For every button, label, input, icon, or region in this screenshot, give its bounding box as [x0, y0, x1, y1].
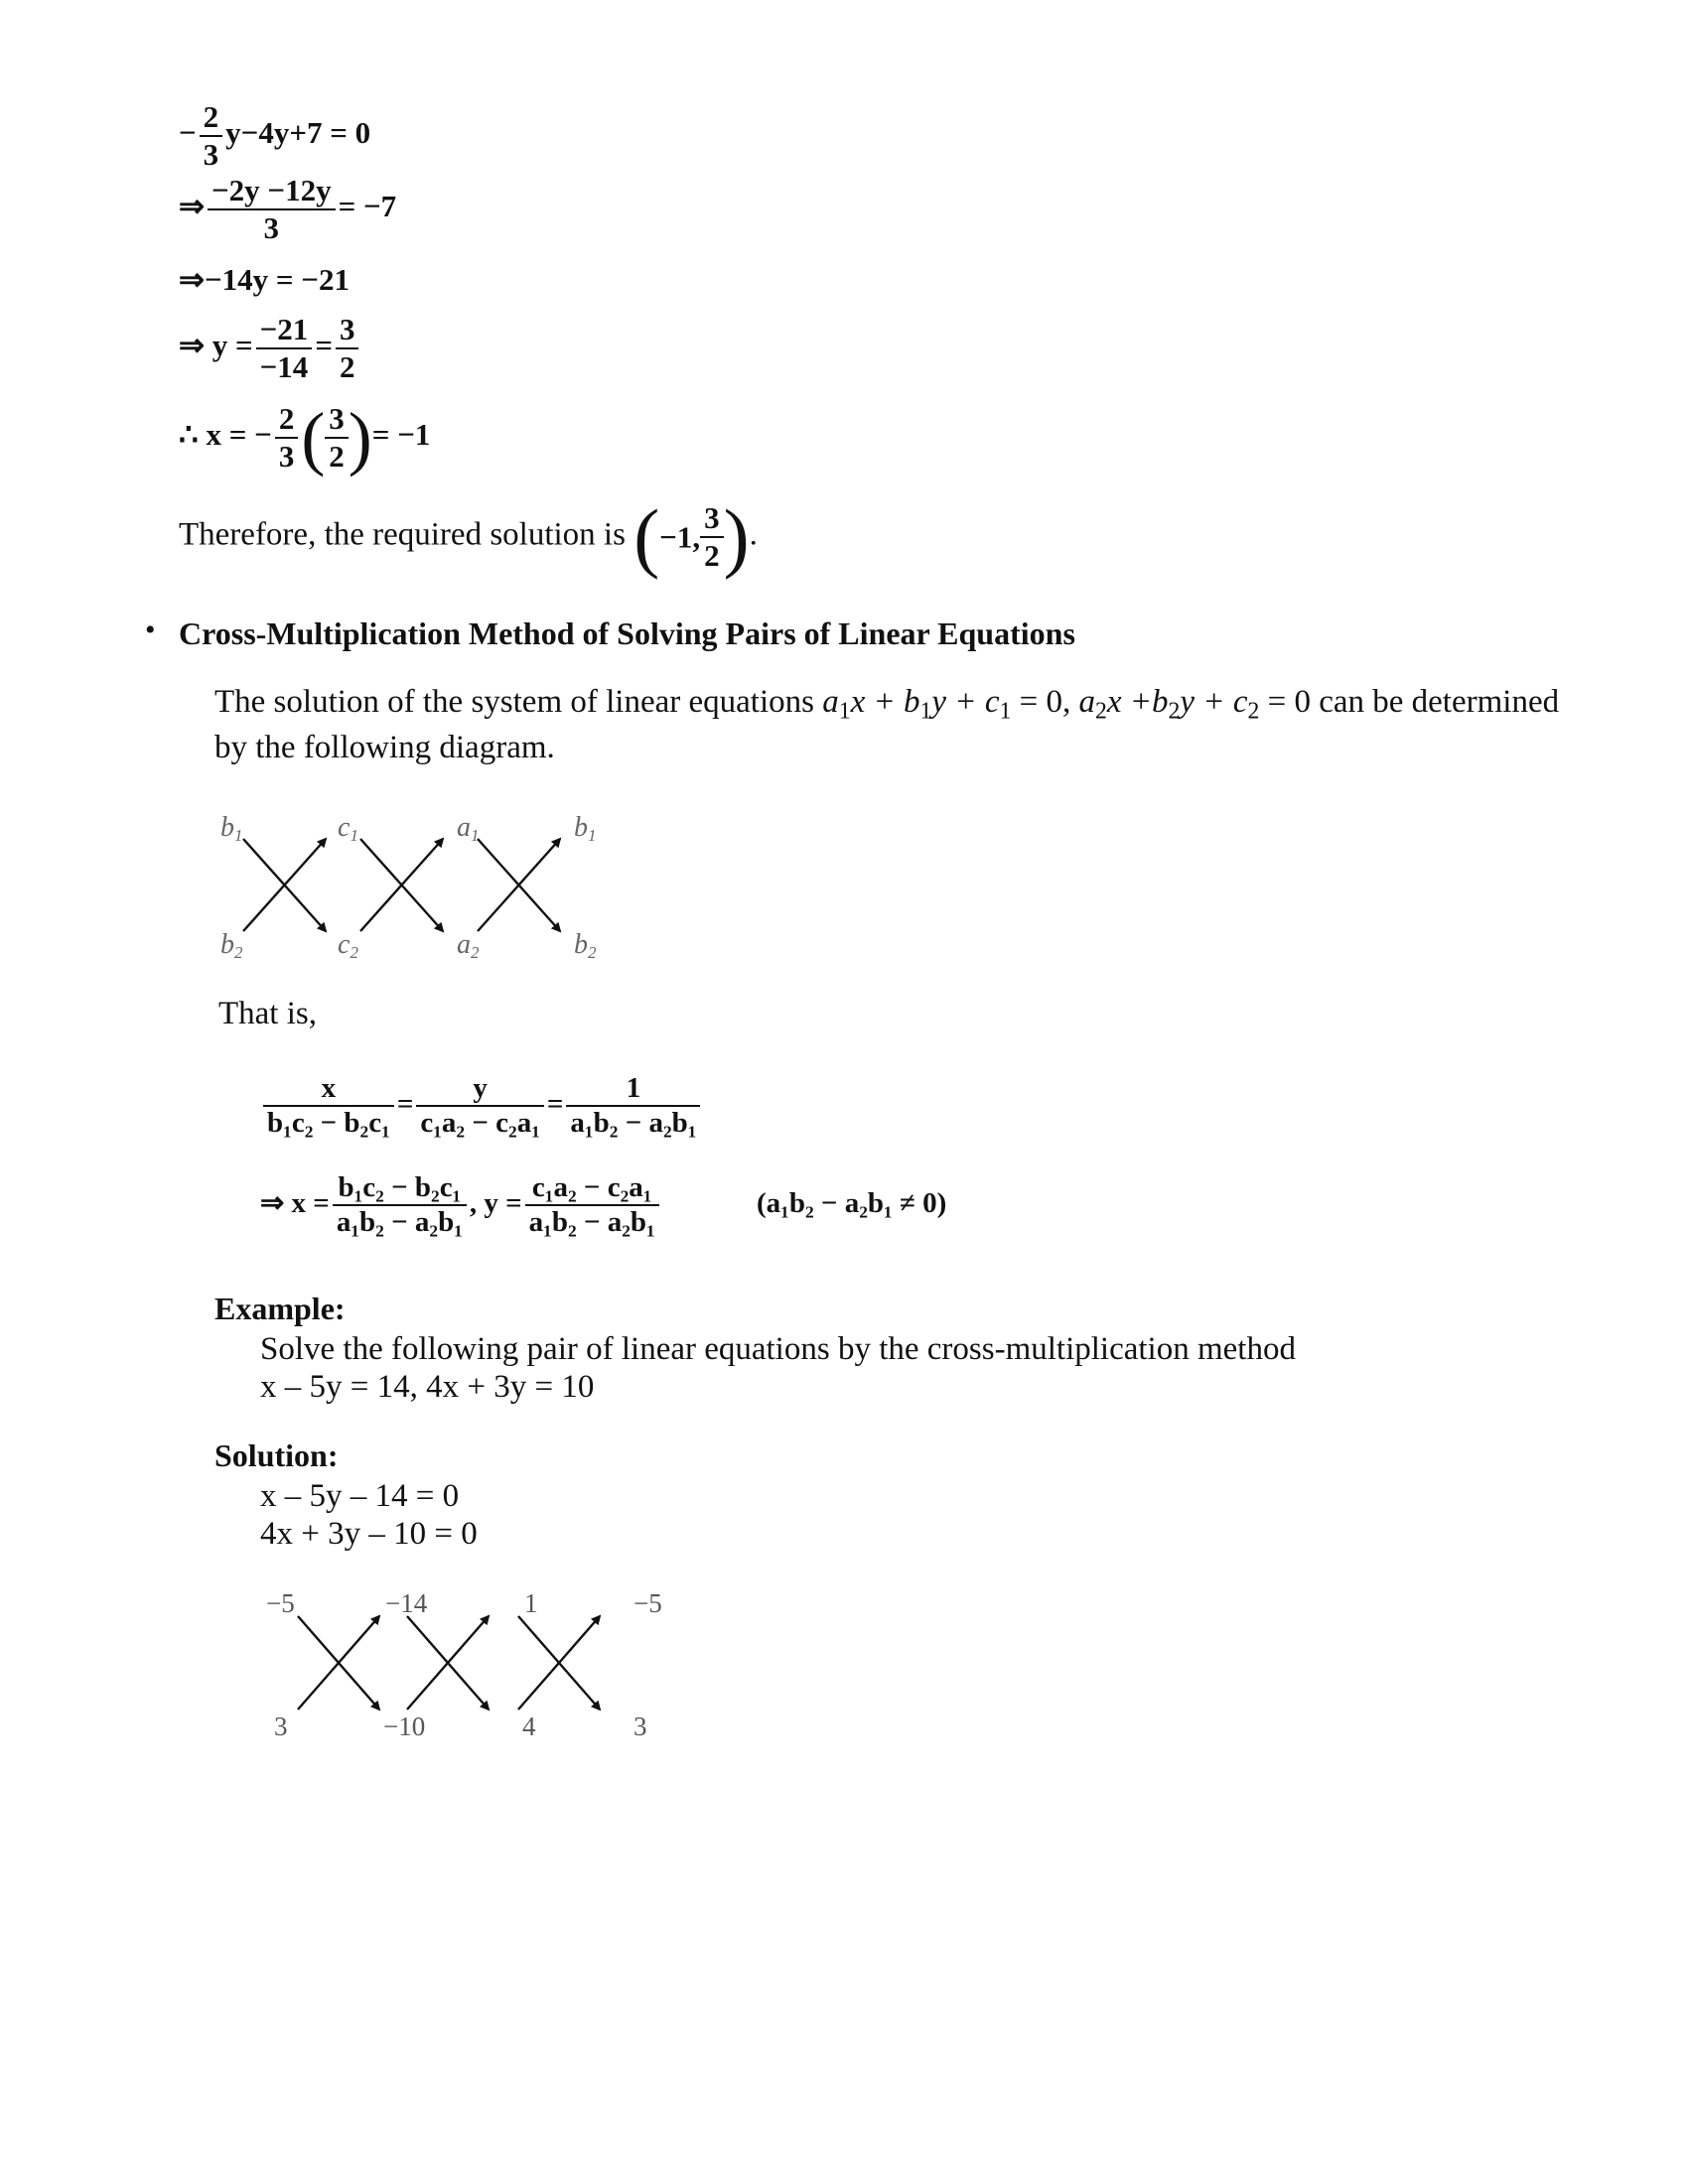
bullet: • — [145, 614, 156, 646]
cross-multiplication-diagram — [199, 804, 635, 973]
equation-line-2: ⇒ $\frac{-2y -12y}{3}$ = −7 — [179, 173, 397, 245]
label-top-1: b1 — [220, 812, 243, 845]
therefore-line: Therefore, the required solution is (−1, $\frac{3}{2}$ ). — [179, 493, 758, 580]
numeric-cross-diagram — [258, 1588, 695, 1747]
label-bottom-4: b2 — [574, 929, 597, 962]
num-top-2: −14 — [385, 1588, 428, 1618]
num-bottom-4: 3 — [633, 1711, 647, 1741]
label-top-4: b1 — [574, 812, 597, 845]
example-line-1: Solve the following pair of linear equations by the cross-multiplication method — [260, 1331, 1296, 1367]
equation-line-1: − $\frac{2}{3}$ y−4y+7 = 0 — [179, 99, 371, 172]
section-heading: Cross-Multiplication Method of Solving Pairs of Linear Equations — [179, 615, 1075, 651]
equation-line-4: ⇒ y = $\frac{-21}{-14}$ = $\frac{3}{2}$ — [179, 312, 361, 384]
num-top-4: −5 — [633, 1588, 662, 1618]
num-bottom-3: 4 — [522, 1711, 536, 1741]
formula-ratio: $\frac{x}{\text{b₁c₂ − b₂c₁}}$ = $\frac{y}{\text{c₁a₂ − c₂a₁}}$ = $\frac{1}{\text{a₁b₂ − a₂b₁}}$ — [260, 1072, 703, 1141]
label-top-2: c1 — [338, 812, 358, 845]
solution-line-2: 4x + 3y – 10 = 0 — [260, 1516, 478, 1552]
label-bottom-2: c2 — [338, 929, 358, 962]
example-line-2: x – 5y = 14, 4x + 3y = 10 — [260, 1369, 595, 1405]
example-label: Example: — [214, 1291, 346, 1326]
num-top-3: 1 — [524, 1588, 538, 1618]
label-bottom-1: b2 — [220, 929, 243, 962]
label-bottom-3: a2 — [457, 929, 480, 962]
equation-line-3: ⇒−14y = −21 — [179, 262, 350, 297]
num-bottom-1: 3 — [274, 1711, 288, 1741]
formula-solution: ⇒ x = $\frac{\text{b₁c₂ − b₂c₁}}{\text{a₁b₂ − a₂b₁}}$ , y = $\frac{\text{c₁a₂ − c₂a₁}}{\text{a₁b₂ − a₂b₁}}$ — [260, 1171, 662, 1240]
formula-condition: (a₁b₂ − a₂b₁ ≠ 0) — [757, 1187, 947, 1219]
equation-line-5: ∴ x = − $\frac{2}{3}$ ( $\frac{3}{2}$ )= −1 — [179, 397, 431, 478]
intro-line-2: by the following diagram. — [214, 730, 555, 765]
intro-line-1: The solution of the system of linear equations $a_1x + b_1y + c_1 = 0$, $a_2x +b_2y + c_2 = 0$ can be determined — [214, 684, 1560, 725]
num-bottom-2: −10 — [383, 1711, 426, 1741]
label-top-3: a1 — [457, 812, 480, 845]
solution-line-1: x – 5y – 14 = 0 — [260, 1478, 460, 1514]
solution-label: Solution: — [214, 1437, 339, 1473]
that-is-text: That is, — [218, 996, 317, 1031]
num-top-1: −5 — [266, 1588, 295, 1618]
